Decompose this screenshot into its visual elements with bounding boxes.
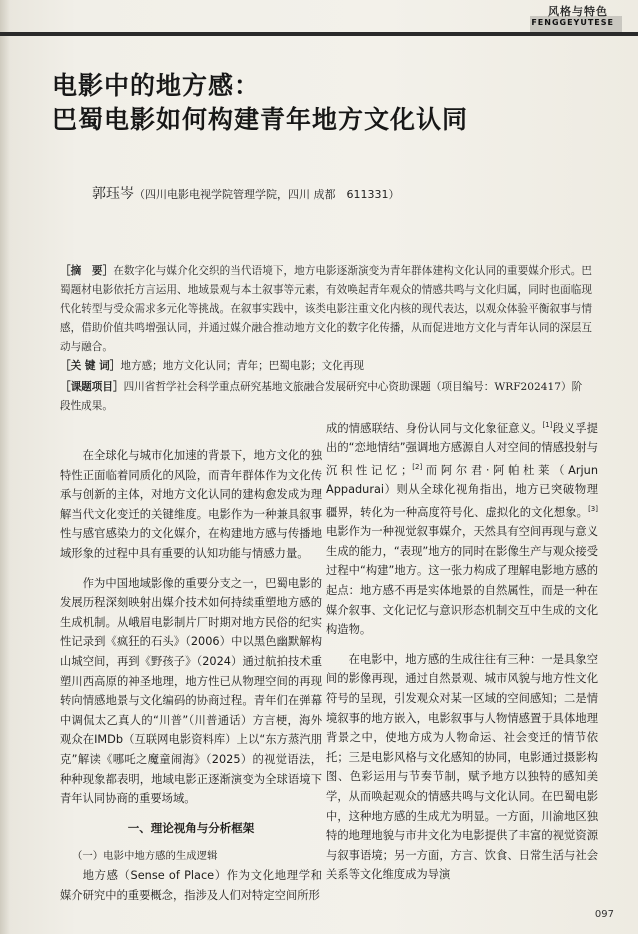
author-name: 郭珏岑 [92, 186, 134, 202]
abstract-text: 在数字化与媒介化交织的当代语境下，地方电影逐渐演变为青年群体建构文化认同的重要媒介形式。巴蜀题材电影依托方言运用、地域景观与本土叙事等元素，有效唤起青年观众的情感共鸣与文化归属，同时也面临现代化转型与受众需求多元化等挑战。在叙事实践中，该类电影注重文化内核的现代表达，以观众体验平衡叙事与情感，借助价值共鸣增强认同，并通过媒介融合推动地方文化的数字化传播，从而促进地方文化与青年认同的深层互动与融合。 [60, 265, 593, 353]
left-paragraph-2: 作为中国地域影像的重要分支之一，巴蜀电影的发展历程深刻映射出媒介技术如何持续重塑地方感的生成机制。从峨眉电影制片厂时期对地方民俗的纪实性记录到《疯狂的石头》（2006）中以黑色幽默解构山城空间，再到《野孩子》（2024）通过航拍技术重塑川西高原的神圣地理，地方性已从物理空间的再现转向情感地景与文化编码的协商过程。青年们在弹幕中调侃太乙真人的“川普”（川普通话）方言梗，海外观众在IMDb（互联网电影资料库）上以“东方蒸汽朋克”解读《哪吒之魔童闹海》（2025）的视觉语法，种种现象都表明，地域电影正逐渐演变为全球语境下青年认同协商的重要场域。 [60, 576, 322, 806]
abstract-label: ［摘 要］ [60, 265, 114, 277]
abstract [60, 262, 592, 357]
right-paragraph-1 [326, 416, 598, 640]
keywords-label: ［关 键 词］ [60, 360, 121, 372]
project-text: 四川省哲学社会科学重点研究基地文旅融合发展研究中心资助课题（项目编号：WRF202417）阶段性成果。 [60, 381, 583, 412]
author-affiliation: （四川电影电视学院管理学院，四川 成都 611331） [134, 188, 400, 201]
title-line-2: 巴蜀电影如何构建青年地方文化认同 [52, 105, 469, 134]
section-heading: 一、理论视角与分析框架 [127, 821, 255, 835]
project [60, 378, 592, 416]
keywords [60, 357, 592, 376]
right-p1-b: 段义孚提出的“恋地情结”强调地方感源自人对空间的情感投射与沉积性记忆； [326, 421, 598, 477]
keywords-text: 地方感；地方文化认同；青年；巴蜀电影；文化再现 [120, 360, 365, 372]
column-label-cn: 风格与特色 [548, 5, 608, 18]
author-line [92, 183, 400, 203]
left-column-end [60, 866, 322, 905]
right-p1-a: 成的情感联结、身份认同与文化象征意义。 [326, 421, 543, 435]
right-p1-d: 电影作为一种视觉叙事媒介，天然具有空间再现与意义生成的能力，“表现”地方的同时在影像生产与观众接受过程中“构建”地方。这一张力构成了理解电影地方感的起点：地方感不再是实体地景的自然属性，而是一种在媒介叙事、文化记忆与意识形态机制交互中生成的文化构造物。 [326, 525, 598, 637]
header-rule [0, 32, 638, 36]
project-label: ［课题项目］ [60, 381, 124, 393]
page-gutter-shadow [0, 0, 10, 934]
left-column [60, 446, 322, 819]
title-line-1: 电影中的地方感： [52, 71, 261, 100]
page-number: 097 [594, 909, 614, 920]
citation-2: [2] [412, 462, 423, 471]
citation-3: [3] [588, 504, 598, 513]
right-paragraph-2: 在电影中，地方感的生成往往有三种：一是具象空间的影像再现，通过自然景观、城市风貌与地方性文化符号的呈现，引发观众对某一区域的空间感知；二是情境叙事的地方嵌入，电影叙事与人物情感置于具体地理背景之中，使地方成为人物命运、社会变迁的情节依托；三是电影风格与文化感知的协同，电影通过摄影构图、色彩运用与节奏节制，赋予地方以独特的感知美学，从而唤起观众的情感共鸣与文化认同。在巴蜀电影中，这种地方感的生成尤为明显。一方面，川渝地区独特的地理地貌与市井文化为电影提供了丰富的视觉资源与叙事语境；另一方面，方言、饮食、日常生活与社会关系等文化维度成为导演 [326, 652, 598, 882]
right-p1-c: 而阿尔君·阿帕杜莱（Arjun Appadurai）则从全球化视角指出，地方已突破物理疆界，转化为一种高度符号化、虚拟化的文化想象。 [326, 463, 598, 519]
column-label-en: FENGGEYUTESE [531, 18, 614, 27]
right-column [326, 416, 598, 895]
left-paragraph-1: 在全球化与城市化加速的背景下，地方文化的独特性正面临着同质化的风险，而青年群体作为文化传承与创新的主体，对地方文化认同的建构愈发成为理解当代文化变迁的关键维度。电影作为一种兼具叙事性与感官感染力的文化媒介，在构建地方感与传播地域形象的过程中具有重要的认知功能与情感力量。 [60, 449, 322, 560]
citation-1: [1] [542, 421, 553, 429]
subsection-heading: （一）电影中地方感的生成逻辑 [72, 850, 218, 862]
left-paragraph-3: 地方感（Sense of Place）作为文化地理学和媒介研究中的重要概念，指涉及人们对特定空间所形 [60, 869, 322, 902]
